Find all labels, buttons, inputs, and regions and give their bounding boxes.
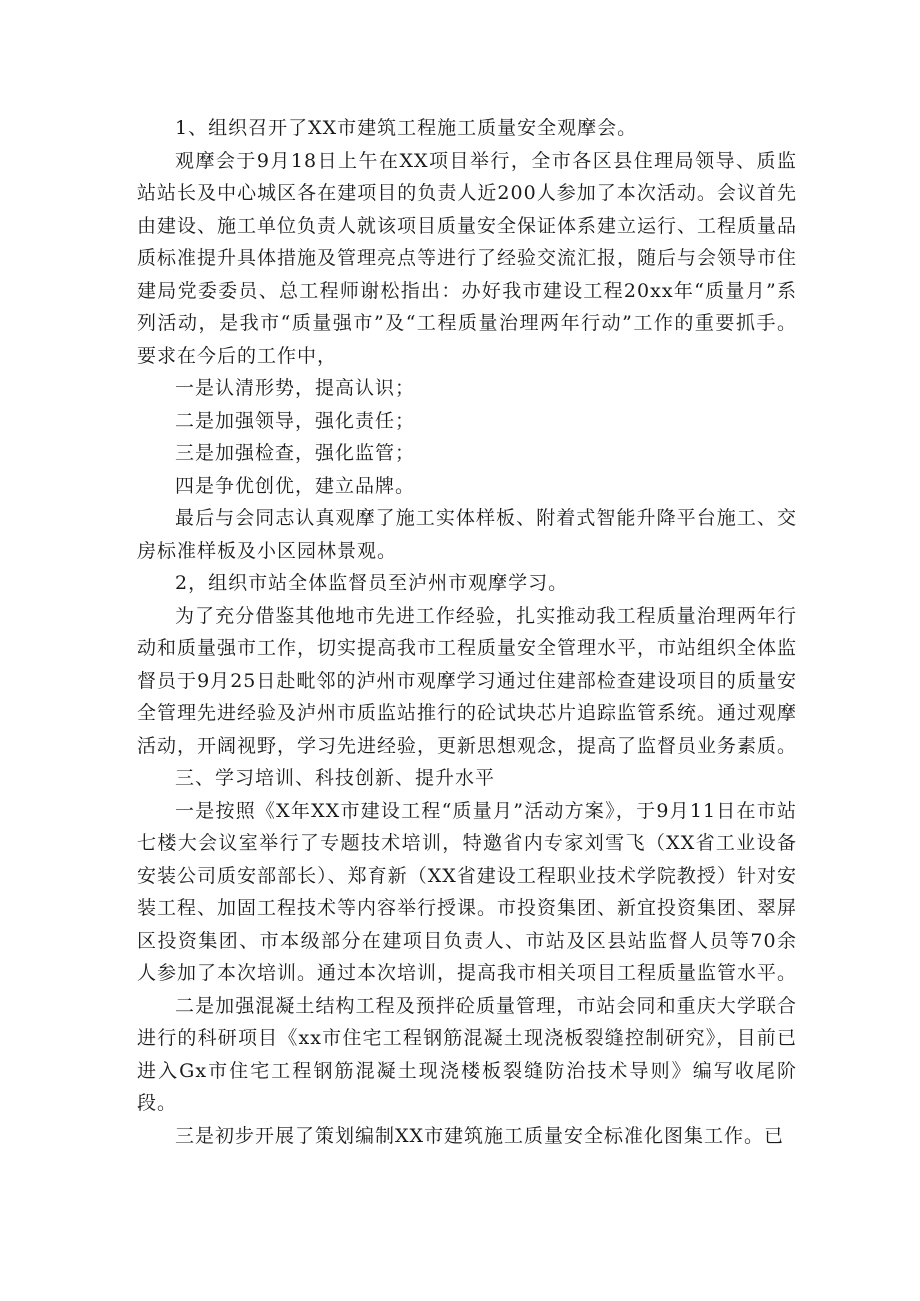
heading-luzhou-study: 2，组织市站全体监督员至泸州市观摩学习。 xyxy=(175,572,569,594)
requirement-item-1: 一是认清形势，提高认识； xyxy=(175,377,416,399)
requirement-item-3: 三是加强检查，强化监管； xyxy=(175,442,416,464)
paragraph-training-3: 三是初步开展了策划编制XX市建筑施工质量安全标准化图集工作。已 xyxy=(175,1124,785,1147)
paragraph-training-2: 二是加强混凝土结构工程及预拌砼质量管理，市站会同和重庆大学联合进行的科研项目《xx市住宅工程钢筋混凝土现浇板裂缝控制研究》，目前已进入Gx市住宅工程钢筋混凝土现浇楼板裂缝防治技术导则》编写收尾阶段。 xyxy=(137,994,797,1114)
heading-observation-meeting: 1、组织召开了XX市建筑工程施工质量安全观摩会。 xyxy=(175,117,638,139)
requirement-item-4: 四是争优创优，建立品牌。 xyxy=(175,474,416,497)
paragraph-site-visit: 最后与会同志认真观摩了施工实体样板、附着式智能升降平台施工、交房标准样板及小区园林景观。 xyxy=(137,507,797,562)
section-heading-training: 三、学习培训、科技创新、提升水平 xyxy=(175,767,496,789)
paragraph-training-1: 一是按照《X年XX市建设工程“质量月”活动方案》，于9月11日在市站七楼大会议室举行了专题技术培训，特邀省内专家刘雪飞（XX省工业设备安装公司质安部部长）、郑育新（XX省建设工程职业技术学院教授）针对安装工程、加固工程技术等内容举行授课。市投资集团、新宜投资集团、翠屏区投资集团、市本级部分在建项目负责人、市站及区县站监督人员等70余人参加了本次培训。通过本次培训，提高我市相关项目工程质量监管水平。 xyxy=(137,799,798,984)
paragraph-luzhou-study: 为了充分借鉴其他地市先进工作经验，扎实推动我工程质量治理两年行动和质量强市工作，切实提高我市工程质量安全管理水平，市站组织全体监督员于9月25日赴毗邻的泸州市观摩学习通过住建部检查建设项目的质量安全管理先进经验及泸州市质监站推行的砼试块芯片追踪监管系统。通过观摩活动，开阔视野，学习先进经验，更新思想观念，提高了监督员业务素质。 xyxy=(137,604,798,757)
requirement-item-2: 二是加强领导，强化责任； xyxy=(175,409,416,432)
paragraph-meeting-summary: 观摩会于9月18日上午在XX项目举行，全市各区县住理局领导、质监站站长及中心城区各在建项目的负责人近200人参加了本次活动。会议首先由建设、施工单位负责人就该项目质量安全保证体系建立运行、工程质量品质标准提升具体措施及管理亮点等进行了经验交流汇报，随后与会领导市住建局党委委员、总工程师谢松指出：办好我市建设工程20xx年“质量月”系列活动，是我市“质量强市”及“工程质量治理两年行动”工作的重要抓手。要求在今后的工作中， xyxy=(137,149,798,367)
document-body xyxy=(137,112,797,1152)
